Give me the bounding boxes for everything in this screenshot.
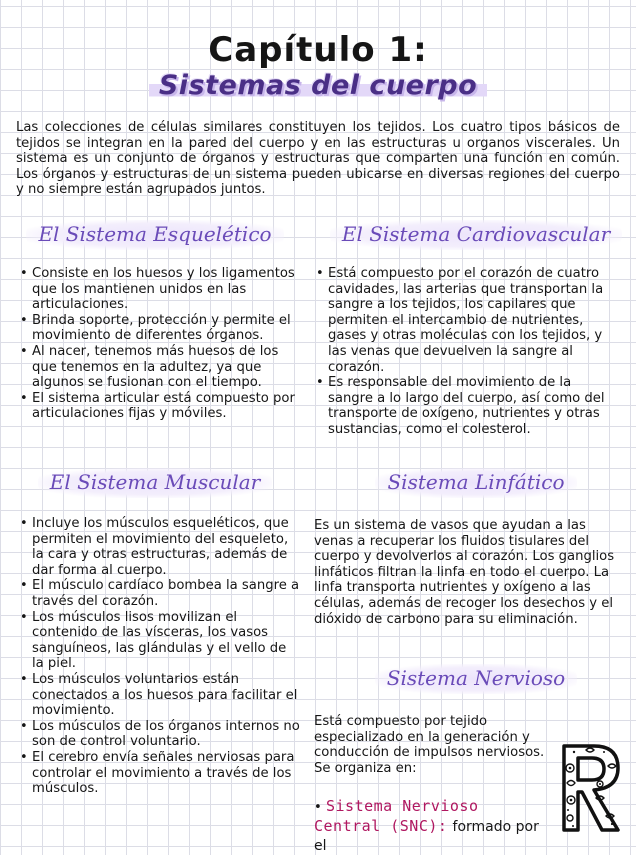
intro-paragraph: Las colecciones de células similares constituyen los tejidos. Los cuatro tipos básicos de tejidos se integran en la pared del cuerpo y en las estructuras u organos viscerales. Un sistema es un conjunto de órganos y estructuras que comparten una función en común. Los órganos y estructuras de un sistema pueden ubicarse en diversas regiones del cuerpo y no siempre están agrupados juntos. bbox=[16, 120, 620, 198]
decorative-letter-r-icon bbox=[556, 738, 628, 838]
heading-nervioso bbox=[326, 664, 626, 694]
list-item-text: Los músculos de los órganos internos no son de control voluntario. bbox=[32, 718, 300, 750]
list-item: • Los músculos lisos movilizan el contenido de las vísceras, los vasos sanguíneos, las glándulas y el vello de la piel. bbox=[20, 609, 287, 672]
heading-muscular bbox=[20, 468, 290, 498]
chapter-subtitle bbox=[0, 70, 636, 101]
list-cardiovascular bbox=[316, 266, 616, 438]
list-item-text: Los músculos lisos movilizan el contenido de las vísceras, los vasos sanguíneos, las glándulas y el vello de la piel. bbox=[32, 609, 287, 672]
list-item-text: Los músculos voluntarios están conectados a los huesos para facilitar el movimiento. bbox=[32, 671, 298, 719]
list-item: • Brinda soporte, protección y permite el movimiento de diferentes órganos. bbox=[20, 312, 291, 344]
list-item-text: Al nacer, tenemos más huesos de los que tenemos en la adultez, ya que algunos se fusionan con el tiempo. bbox=[32, 343, 279, 391]
heading-linfatico bbox=[326, 468, 626, 498]
snc-term: Sistema Nervioso Central (SNC): bbox=[314, 797, 479, 835]
list-item-text: El cerebro envía señales nerviosas para controlar el movimiento a través de los músculos. bbox=[32, 749, 295, 797]
list-item-text: Incluye los músculos esqueléticos, que permiten el movimiento del esqueleto, la cara y otras estructuras, además de dar forma al cuerpo. bbox=[32, 516, 289, 578]
list-item: • Está compuesto por el corazón de cuatro cavidades, las arterias que transportan la sangre a los tejidos, los capilares que permiten el intercambio de nutrientes, gases y otras moléculas con los tejidos, y las venas que devuelven la sangre al corazón. bbox=[316, 266, 604, 375]
chapter-subtitle-text: Sistemas del cuerpo bbox=[149, 70, 487, 101]
heading-cardiovascular-text: El Sistema Cardiovascular bbox=[330, 220, 622, 250]
list-item-text: Es responsable del movimiento de la sangre a lo largo del cuerpo, así como del transporte de oxígeno, nutrientes y otras sustancias, como el colesterol. bbox=[328, 375, 605, 437]
snc-rest: formado por el bbox=[314, 818, 539, 855]
list-item: • Los músculos voluntarios están conectados a los huesos para facilitar el movimiento. bbox=[20, 671, 298, 719]
list-item: • Consiste en los huesos y los ligamentos que los mantienen unidos en las articulaciones. bbox=[20, 266, 295, 313]
bullet-dot: • bbox=[314, 800, 322, 815]
list-item-text: El sistema articular está compuesto por articulaciones fijas y móviles. bbox=[32, 390, 295, 422]
list-item-text: Está compuesto por el corazón de cuatro cavidades, las arterias que transportan la sangre a los tejidos, los capilares que permiten el intercambio de nutrientes, gases y otras moléculas con los tejidos, y las venas que devuelven la sangre al corazón. bbox=[328, 266, 604, 375]
heading-nervioso-text: Sistema Nervioso bbox=[375, 664, 577, 694]
list-item: • El sistema articular está compuesto por articulaciones fijas y móviles. bbox=[20, 390, 295, 422]
heading-muscular-text: El Sistema Muscular bbox=[38, 468, 272, 498]
list-item: • Incluye los músculos esqueléticos, que permiten el movimiento del esqueleto, la cara y otras estructuras, además de dar forma al cuerpo. bbox=[20, 516, 289, 578]
list-item: • Al nacer, tenemos más huesos de los que tenemos en la adultez, ya que algunos se fusionan con el tiempo. bbox=[20, 343, 279, 391]
list-item-text: Consiste en los huesos y los ligamentos que los mantienen unidos en las articulaciones. bbox=[32, 266, 295, 313]
chapter-title: Capítulo 1: bbox=[208, 30, 428, 70]
heading-esqueletico bbox=[20, 220, 290, 250]
list-esqueletico bbox=[20, 266, 300, 422]
nervioso-paragraph: Está compuesto por tejido especializado en la generación y conducción de impulsos nerviosos. Se organiza en: bbox=[314, 714, 545, 776]
heading-esqueletico-text: El Sistema Esquelético bbox=[26, 220, 283, 250]
linfatico-paragraph: Es un sistema de vasos que ayudan a las venas a recuperar los fluidos tisulares del cuerpo y devolverlos al corazón. Los ganglios linfáticos filtran la linfa en todo el cuerpo. La linfa transporta nutrientes y oxígeno a las células, además de recoger los desechos y el dióxido de carbono para su eliminación. bbox=[314, 518, 615, 627]
list-item: • Es responsable del movimiento de la sangre a lo largo del cuerpo, así como del transporte de oxígeno, nutrientes y otras sustancias, como el colesterol. bbox=[316, 375, 605, 437]
list-item: • Los músculos de los órganos internos no son de control voluntario. bbox=[20, 718, 300, 750]
list-item-text: Brinda soporte, protección y permite el movimiento de diferentes órganos. bbox=[32, 312, 291, 344]
list-item: • El músculo cardíaco bombea la sangre a través del corazón. bbox=[20, 578, 300, 609]
list-item: • El cerebro envía señales nerviosas para controlar el movimiento a través de los músculos. bbox=[20, 749, 295, 797]
heading-linfatico-text: Sistema Linfático bbox=[375, 468, 576, 498]
list-muscular bbox=[20, 516, 302, 797]
list-item-text: El músculo cardíaco bombea la sangre a través del corazón. bbox=[32, 578, 300, 609]
nervioso-bullet bbox=[314, 796, 552, 855]
heading-cardiovascular bbox=[326, 220, 626, 250]
